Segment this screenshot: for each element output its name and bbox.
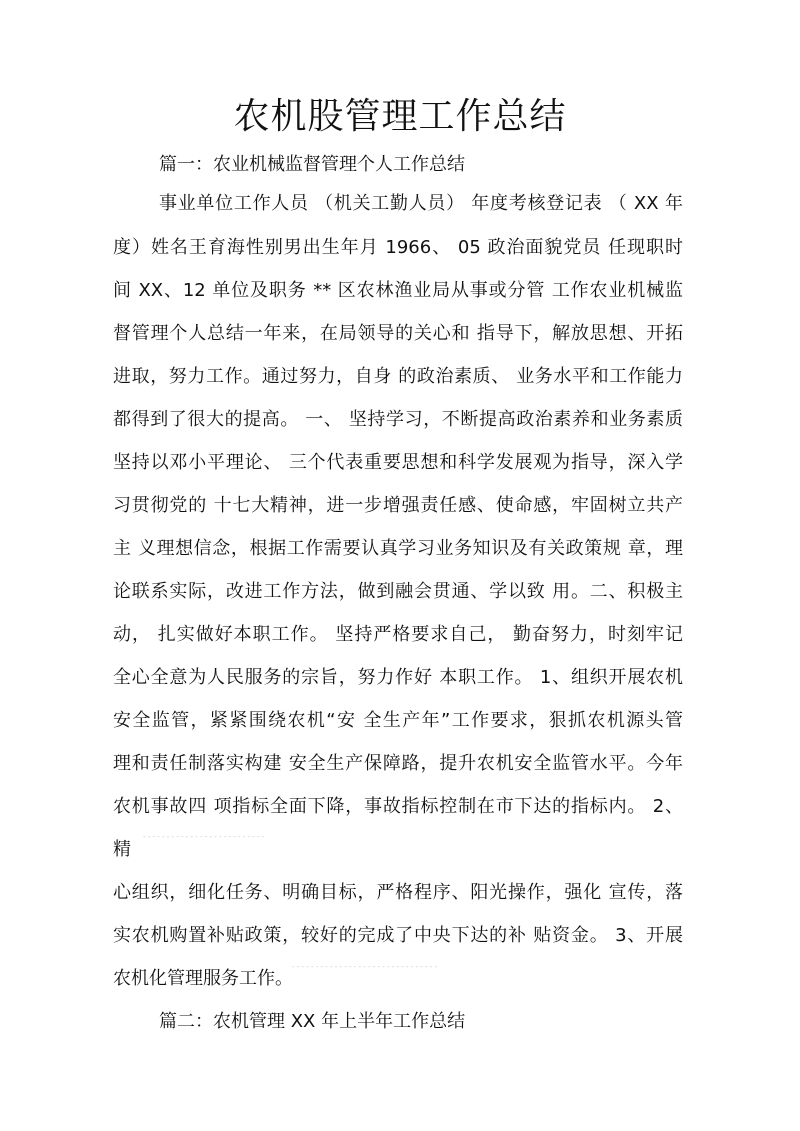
paragraph-line: 理和责任制落实构建 安全生产保障路，提升农机安全监管水平。今年 [113, 753, 683, 774]
paragraph-line: 间 XX、12 单位及职务 ** 区农林渔业局从事或分管 工作农业机械监 [113, 280, 683, 301]
document-title: 农机股管理工作总结 [233, 96, 567, 137]
paragraph-line: 度）姓名王育海性别男出生年月 1966、 05 政治面貌党员 任现职时 [113, 237, 683, 258]
paragraph-line: 习贯彻党的 十七大精神，进一步增强责任感、使命感，牢固树立共产 [113, 495, 683, 516]
paragraph-line: 事业单位工作人员 （机关工勤人员） 年度考核登记表 （ XX 年 [159, 193, 683, 214]
paragraph-line: 心组织，细化任务、明确目标，严格程序、阳光操作，强化 宣传，落 [113, 882, 683, 903]
paragraph-line: 论联系实际，改进工作方法，做到融会贯通、学以致 用。二、积极主 [113, 581, 683, 602]
section-one-heading: 篇一：农业机械监督管理个人工作总结 [159, 154, 465, 175]
paragraph-line: 农机化管理服务工作。 [113, 968, 293, 989]
faint-mark: - - - - - - - - - - - - - - - - - - - - - - - - - - [143, 833, 265, 841]
paragraph-line: 实农机购置补贴政策，较好的完成了中央下达的补 贴资金。 3、开展 [113, 925, 683, 946]
paragraph-line: 全心全意为人民服务的宗旨，努力作好 本职工作。 1、组织开展农机 [113, 667, 683, 688]
paragraph-line: 农机事故四 项指标全面下降，事故指标控制在市下达的指标内。 2、 [113, 796, 683, 817]
paragraph-line: 进取，努力工作。通过努力，自身 的政治素质、 业务水平和工作能力 [113, 366, 683, 387]
paragraph-line: 督管理个人总结一年来，在局领导的关心和 指导下，解放思想、开拓 [113, 323, 683, 344]
paragraph-line: 主 义理想信念，根据工作需要认真学习业务知识及有关政策规 章，理 [113, 538, 683, 559]
paragraph-line: 动， 扎实做好本职工作。 坚持严格要求自己， 勤奋努力，时刻牢记 [113, 624, 683, 645]
paragraph-line: 精 [113, 839, 131, 860]
faint-mark: - - - - - - - - - - - - - - - - - - - - - - - - - - - - - - - [292, 963, 438, 971]
paragraph-line: 都得到了很大的提高。 一、 坚持学习，不断提高政治素养和业务素质 [113, 409, 683, 430]
paragraph-line: 坚持以邓小平理论、 三个代表重要思想和科学发展观为指导，深入学 [113, 452, 683, 473]
section-two-heading: 篇二：农机管理 XX 年上半年工作总结 [159, 1011, 466, 1032]
paragraph-line: 安全监管，紧紧围绕农机“安 全生产年”工作要求，狠抓农机源头管 [113, 710, 683, 731]
